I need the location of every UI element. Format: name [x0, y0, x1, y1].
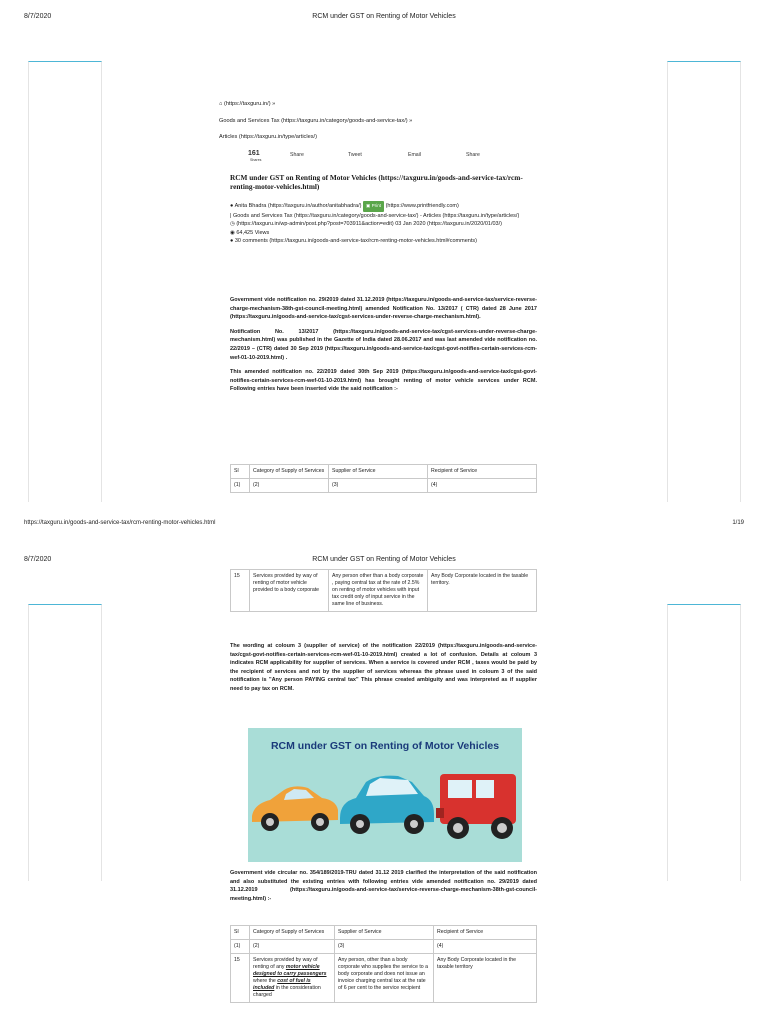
share-count: 161 [248, 150, 260, 157]
print-title: RCM under GST on Renting of Motor Vehicles [312, 13, 456, 20]
home-icon[interactable]: ⌂ [219, 101, 223, 107]
share-count-label: Shares [250, 158, 262, 162]
underlined-phrase: motor vehicle designed to carry passengers [253, 964, 327, 977]
cars-illustration [248, 728, 522, 862]
table-row: Sl Category of Supply of Services Supplier of Service Recipient of Service [231, 465, 537, 479]
paragraph-5: Government vide circular no. 354/189/2019-TRU dated 31.12 2019 clarified the interpretation of the said notification and also substituted the existing entries with following entries vide amended notification no. 29/2019 dated 31.12.2019 (https://taxguru.in/goods-and-service-tax/service-reverse-charge-mechanism-38th-gst-council-meeting.html) :- [230, 870, 537, 902]
paragraph-3: This amended notification no. 22/2019 dated 30th Sep 2019 (https://taxguru.in/goods-and-service-tax/cgst-govt-notifies-certain-services-rcm-wef-01-10-2019.html) has brought renting of motor vehicle services under RCM. Following entries have been inserted vide the said notification :- [230, 369, 537, 393]
print-date: 8/7/2020 [24, 556, 52, 563]
comments-link[interactable]: 30 comments (https://taxguru.in/goods-and-service-tax/rcm-renting-motor-vehicles.html#comments) [234, 238, 477, 245]
page-header [0, 13, 768, 27]
eye-icon: ◉ [230, 229, 235, 236]
author-link[interactable]: Anita Bhadra (https://taxguru.in/author/anitabhadra/) [234, 203, 362, 209]
page-header-2 [0, 556, 768, 570]
date-line[interactable]: (https://taxguru.in/wp-admin/post.php?post=703911&action=edit) 03 Jan 2020 (https://taxguru.in/2020/01/03/) [236, 221, 502, 228]
comment-icon: ● [230, 238, 234, 245]
article-banner-image [248, 728, 522, 862]
breadcrumb-articles[interactable]: Articles (https://taxguru.in/type/articles/) [219, 134, 317, 141]
table-row: 15 Services provided by way of renting of any motor vehicle designed to carry passengers where the cost of fuel is included in the consideration charged Any person, other than a body corporate who supplies the service to a body corporate and does not issue an invoice charging central tax at the rate of 6 per cent to the service recipient Any Body Corporate located in the taxable territory [231, 954, 537, 1003]
rcm-table-amended [230, 925, 537, 1003]
user-icon: ● [230, 203, 234, 209]
tweet-button[interactable]: Tweet [348, 152, 362, 158]
share-button[interactable]: Share [290, 152, 304, 158]
right-ad-frame [667, 61, 741, 502]
orange-car-icon [252, 786, 338, 831]
table-row: Sl Category of Supply of Services Supplier of Service Recipient of Service [231, 926, 537, 940]
paragraph-1: Government vide notification no. 29/2019 dated 31.12.2019 (https://taxguru.in/goods-and-service-tax/service-reverse-charge-mechanism-38th-gst-council-meeting.html) amended Notification No. 13/2017 ( CTR) dated 28 June 2017 (https://taxguru.in/goods-and-service-tax/cgst-services-under-reverse-charge-mechanism.html). [230, 297, 537, 321]
banner-title: RCM under GST on Renting of Motor Vehicles [270, 740, 500, 752]
breadcrumb [219, 100, 537, 142]
printer-icon: ▣ [365, 203, 371, 208]
article-title: RCM under GST on Renting of Motor Vehicles (https://taxguru.in/goods-and-service-tax/rcm-renting-motor-vehicles.html) [230, 173, 523, 191]
print-button[interactable]: ▣ Print [363, 201, 384, 212]
page-number: 1/19 [732, 520, 744, 526]
rcm-table-original [230, 569, 537, 612]
share-button-2[interactable]: Share [466, 152, 480, 158]
red-jeep-icon [436, 774, 516, 839]
category-line[interactable]: | Goods and Services Tax (https://taxguru.in/category/goods-and-service-tax/) - Articles (https://taxguru.in/type/articles/) [230, 212, 520, 219]
article-body-2 [230, 642, 537, 694]
paragraph-4: The wording at coloum 3 (supplier of service) of the notification 22/2019 (https://taxguru.in/goods-and-service-tax/cgst-govt-notifies-certain-services-rcm-wef-01-10-2019.html) created a lot of confusion. Details at coloum 3 indicates RCM applicability for supplier of services. When a service is covered under RCM , taxes would be paid by the recipient of services and not by the supplier of services whereas the phrase used in coloum 3 of the said notification is "Any person PAYING central tax" This phrase created ambiguity and was interpreted as if supplier need to pay tax on RCM. [230, 643, 537, 692]
table-row: 15 Services provided by way of renting of motor vehicle provided to a body corporate Any person other than a body corporate , paying central tax at the rate of 2.5% on renting of motor vehicles with input tax credit only of input service in the same line of business. Any Body Corporate located in the taxable territory. [231, 570, 537, 612]
breadcrumb-home[interactable]: (https://taxguru.in/) » [223, 101, 276, 107]
paragraph-2: Notification No. 13/2017 (https://taxguru.in/goods-and-service-tax/cgst-services-under-reverse-charge-mechanism.html) was published in the Gazette of India dated 28.06.2017 and was last amended vide notification no. 22/2019 – (CTR) dated 30 Sep 2019 (https://taxguru.in/goods-and-service-tax/cgst-govt-notifies-certain-services-rcm-wef-01-10-2019.html) . [230, 328, 537, 361]
print-date: 8/7/2020 [24, 13, 52, 20]
print-title: RCM under GST on Renting of Motor Vehicles [312, 556, 456, 563]
share-bar [248, 150, 528, 164]
print-link[interactable]: (https://www.printfriendly.com) [385, 203, 459, 209]
clock-icon: ◷ [230, 221, 235, 228]
table-row: (1) (2) (3) (4) [231, 479, 537, 493]
left-ad-frame [28, 604, 102, 881]
footer-url: https://taxguru.in/goods-and-service-tax/rcm-renting-motor-vehicles.html [24, 520, 216, 526]
article-meta [230, 201, 537, 246]
article-body-1 [230, 296, 537, 394]
left-ad-frame [28, 61, 102, 502]
rcm-table-header [230, 464, 537, 493]
article-body-3 [230, 869, 537, 903]
email-button[interactable]: Email [408, 152, 421, 158]
table-row: (1) (2) (3) (4) [231, 940, 537, 954]
blue-car-icon [340, 776, 434, 834]
right-ad-frame [667, 604, 741, 881]
views-count: 64,425 Views [236, 229, 270, 236]
underlined-phrase: cost of fuel is included [253, 978, 311, 991]
breadcrumb-gst[interactable]: Goods and Services Tax (https://taxguru.in/category/goods-and-service-tax/) » [219, 117, 413, 124]
